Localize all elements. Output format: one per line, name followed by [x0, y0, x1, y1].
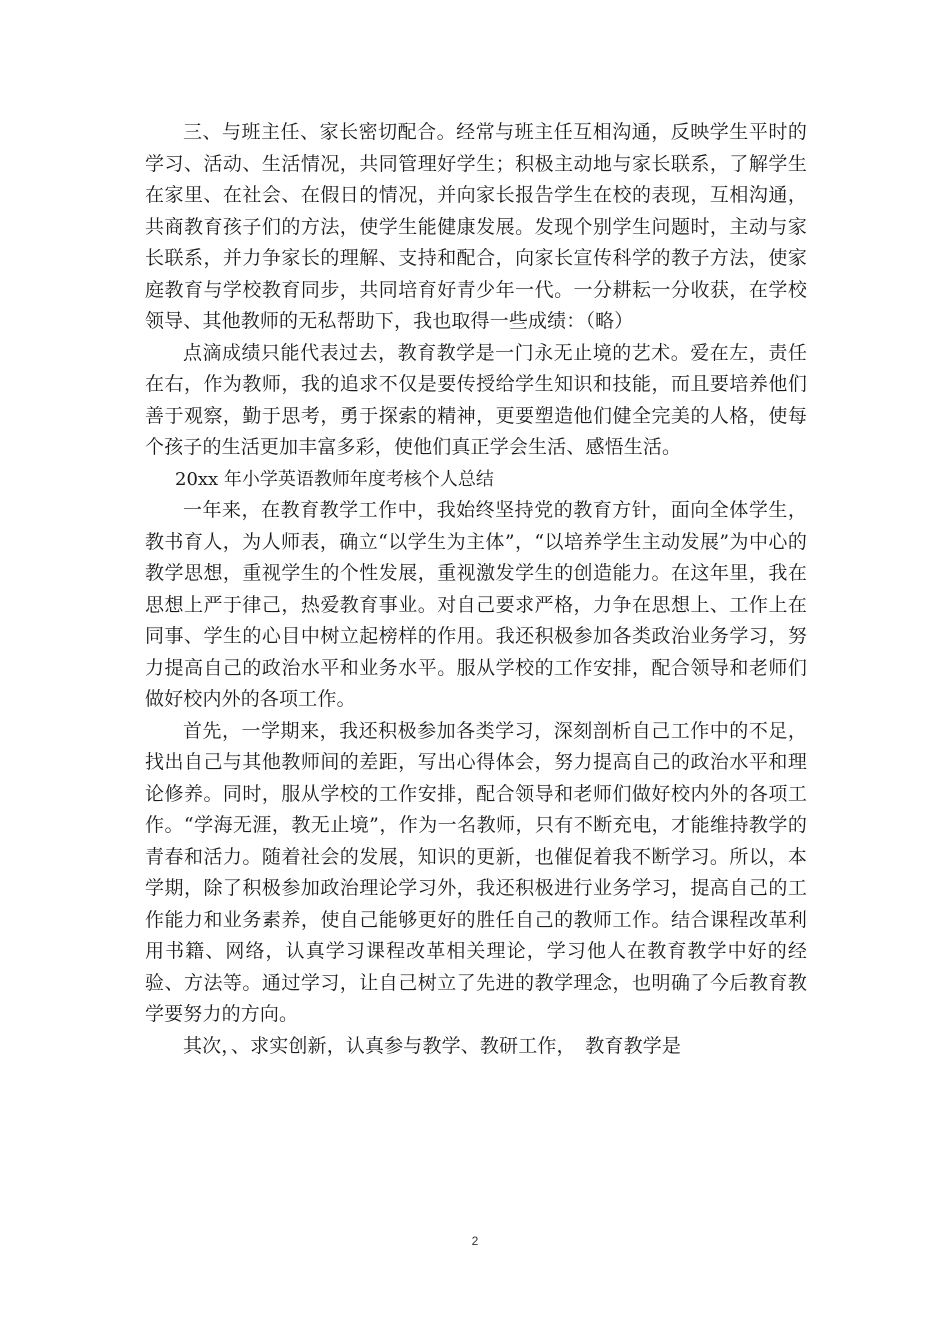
paragraph-achievements: 点滴成绩只能代表过去，教育教学是一门永无止境的艺术。爱在左，责任在右，作为教师，我的追求不仅是要传授给学生知识和技能，而且要培养他们善于观察，勤于思考，勇于探索的精神，更要塑造他们健全完美的人格，使每个孩子的生活更加丰富多彩，使他们真正学会生活、感悟生活。 [145, 341, 807, 458]
section-heading: 20xx 年小学英语教师年度考核个人总结 [175, 468, 494, 490]
paragraph-second: 其次，、求实创新，认真参与教学、教研工作， 教育教学是 [183, 1034, 682, 1057]
paragraph-overview: 一年来，在教育教学工作中，我始终坚持党的教育方针，面向全体学生，教书育人，为人师表，确立“以学生为主体”，“以培养学生主动发展”为中心的教学思想，重视学生的个性发展，重视激发学生的创造能力。在这年里，我在思想上严于律己，热爱教育事业。对自己要求严格，力争在思想上、工作上在同事、学生的心目中树立起榜样的作用。我还积极参加各类政治业务学习，努力提高自己的政治水平和业务水平。服从学校的工作安排，配合领导和老师们做好校内外的各项工作。 [145, 499, 807, 710]
paragraph-cooperation: 三、与班主任、家长密切配合。经常与班主任互相沟通，反映学生平时的学习、活动、生活情况，共同管理好学生；积极主动地与家长联系，了解学生在家里、在社会、在假日的情况，并向家长报告学生在校的表现，互相沟通，共商教育孩子们的方法，使学生能健康发展。发现个别学生问题时，主动与家长联系，并力争家长的理解、支持和配合，向家长宣传科学的教子方法，使家庭教育与学校教育同步，共同培育好青少年一代。一分耕耘一分收获，在学校领导、其他教师的无私帮助下，我也取得一些成绩：（略） [145, 121, 807, 332]
document-body [145, 117, 807, 1062]
paragraph-first: 首先，一学期来，我还积极参加各类学习，深刻剖析自己工作中的不足，找出自己与其他教师间的差距，写出心得体会，努力提高自己的政治水平和理论修养。同时，服从学校的工作安排，配合领导和老师们做好校内外的各项工作。“学海无涯，教无止境”，作为一名教师，只有不断充电，才能维持教学的青春和活力。随着社会的发展，知识的更新，也催促着我不断学习。所以，本学期，除了积极参加政治理论学习外，我还积极进行业务学习，提高自己的工作能力和业务素养，使自己能够更好的胜任自己的教师工作。结合课程改革利用书籍、网络，认真学习课程改革相关理论，学习他人在教育教学中好的经验、方法等。通过学习，让自己树立了先进的教学理念，也明确了今后教育教学要努力的方向。 [145, 719, 807, 1025]
page-number: 2 [471, 1234, 479, 1248]
